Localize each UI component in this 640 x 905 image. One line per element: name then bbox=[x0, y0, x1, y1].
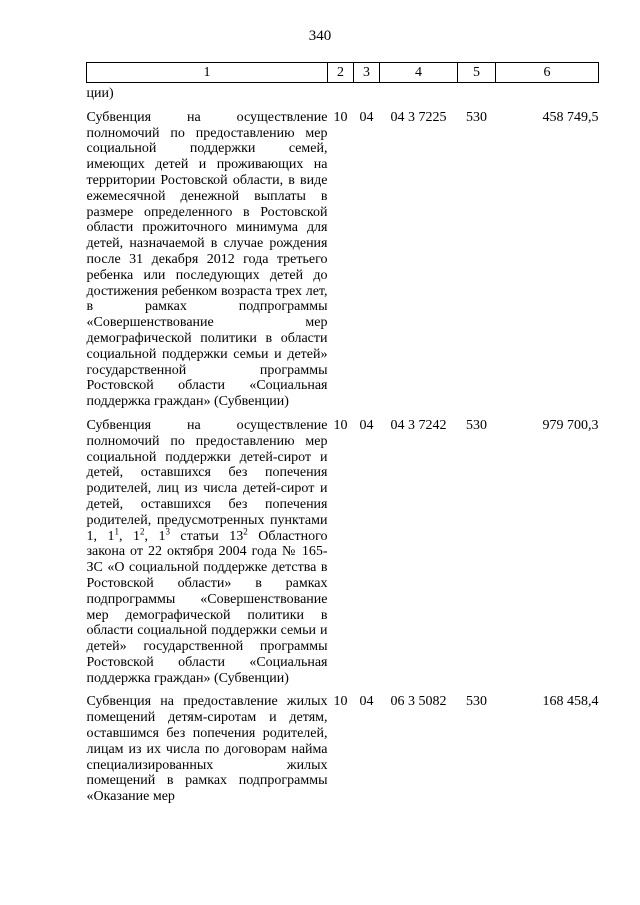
col-header-description: 1 bbox=[87, 63, 328, 83]
col-header-csr: 4 bbox=[380, 63, 458, 83]
row-vr: 530 bbox=[466, 109, 487, 125]
page-number: 340 bbox=[308, 28, 332, 44]
row-amount: 168 458,4 bbox=[542, 694, 599, 710]
row-vr: 530 bbox=[466, 417, 487, 433]
col-header-amount: 6 bbox=[496, 63, 599, 83]
row-rz: 10 bbox=[333, 694, 348, 710]
row-csr: 04 3 7242 bbox=[390, 417, 447, 433]
row-pr: 04 bbox=[359, 417, 374, 433]
col-header-rz: 2 bbox=[328, 63, 354, 83]
continuation-text: ции) bbox=[86, 86, 114, 101]
table-row bbox=[87, 694, 599, 805]
row-csr: 06 3 5082 bbox=[390, 694, 447, 710]
row-amount: 458 749,5 bbox=[542, 109, 599, 125]
table-row bbox=[87, 418, 599, 687]
row-csr: 04 3 7225 bbox=[390, 109, 447, 125]
col-header-vr: 5 bbox=[458, 63, 496, 83]
row-description: Субвенция на осуществление полномочий по предоставлению мер социальной поддержки детей-сирот и детей, оставшихся без попечения родителей, лиц из числа детей-сирот и детей, оставшихся без попечения родителей, предусмотренных пунктами 1, $1^1$, $1^2$, $1^3$ статьи $13^2$ Областного закона от 22 октября 2004 года № 165-ЗС «О социальной поддержке детства в Ростовской области» в рамках подпрограммы «Совершенствование мер демографической политики в области социальной поддержки семьи и детей» государственной программы Ростовской области «Социальная поддержка граждан» (Субвенции) bbox=[86, 417, 328, 686]
col-header-pr: 3 bbox=[354, 63, 380, 83]
row-rz: 10 bbox=[333, 417, 348, 433]
table-header-row bbox=[87, 63, 599, 83]
row-amount: 979 700,3 bbox=[542, 417, 599, 433]
continuation-row bbox=[87, 83, 599, 102]
row-pr: 04 bbox=[359, 694, 374, 710]
row-vr: 530 bbox=[466, 694, 487, 710]
budget-table bbox=[86, 62, 599, 805]
row-pr: 04 bbox=[359, 109, 374, 125]
table-row bbox=[87, 110, 599, 410]
row-rz: 10 bbox=[333, 109, 348, 125]
row-description: Субвенция на осуществление полномочий по предоставлению мер социальной поддержки семей, имеющих детей и проживающих на территории Ростовской области, в виде ежемесячной денежной выплаты в размере определенного в Ростовской области прожиточного минимума для детей, назначаемой в случае рождения после 31 декабря 2012 года третьего ребенка или последующих детей до достижения ребенком возраста трех лет, в рамках подпрограммы «Совершенствование мер демографической политики в области социальной поддержки семьи и детей» государственной программы Ростовской области «Социальная поддержка граждан» (Субвенции) bbox=[86, 109, 328, 410]
row-description: Субвенция на предоставление жилых помещений детям-сиротам и детям, оставшимся без попечения родителей, лицам из их числа по договорам найма специализированных жилых помещений в рамках подпрограммы «Оказание мер bbox=[86, 694, 328, 805]
